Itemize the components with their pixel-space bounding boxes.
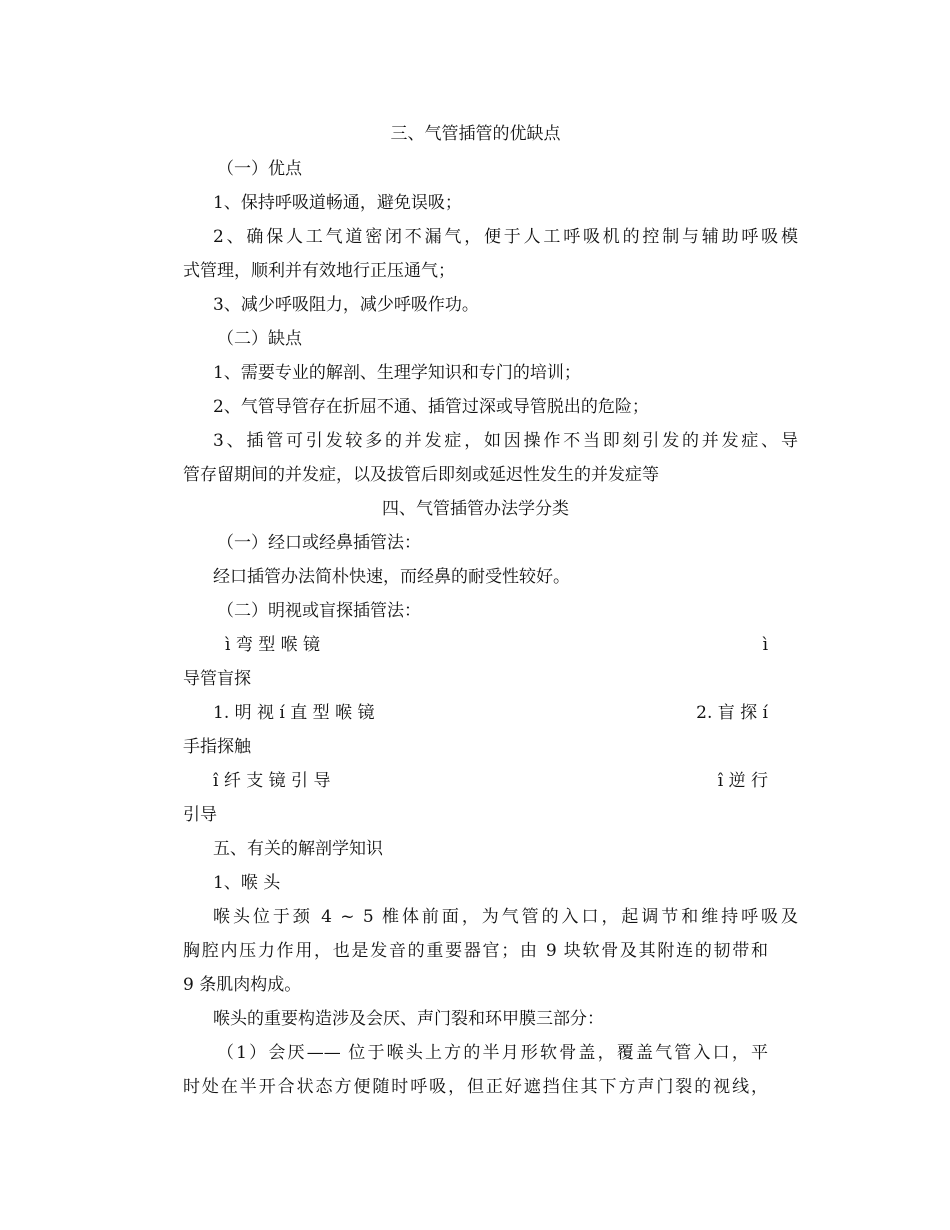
paragraph-continuation: 胸腔内压力作用，也是发音的重要器官；由 9 块软骨及其附连的韧带和 [183,941,768,961]
section-heading-3: 三、气管插管的优缺点 [390,124,561,144]
subheading-advantages: （一）优点 [217,159,302,179]
table-cell: î 纤 支 镜 引 导 [213,771,331,791]
paragraph: 3、插管可引发较多的并发症，如因操作不当即刻引发的并发症、导 [213,431,798,451]
paragraph: 喉头的重要构造涉及会厌、声门裂和环甲膜三部分： [213,1009,604,1029]
subheading: （二）明视或盲探插管法： [217,601,421,621]
paragraph: 1、保持呼吸道畅通，避免误吸； [213,193,462,213]
section-heading-5: 五、有关的解剖学知识 [213,839,383,859]
table-cell: î 逆 行 [717,771,768,791]
paragraph: 经口插管办法简朴快速，而经鼻的耐受性较好。 [213,567,570,587]
section-heading-4: 四、气管插管办法学分类 [382,499,569,519]
table-cell: ì 弯 型 喉 镜 [225,635,321,655]
table-cell: 1. 明 视 í 直 型 喉 镜 [213,703,375,723]
table-row [183,701,768,725]
paragraph: 1、需要专业的解剖、生理学知识和专门的培训； [213,363,581,383]
paragraph-continuation: 时处在半开合状态方便随时呼吸，但正好遮挡住其下方声门裂的视线， [183,1077,768,1097]
table-cell: 2. 盲 探 í [696,703,768,723]
paragraph: 3、减少呼吸阻力，减少呼吸作功。 [213,295,479,315]
table-row [183,633,768,657]
table-row-continuation: 引导 [183,805,217,825]
paragraph: （1）会厌—— 位于喉头上方的半月形软骨盖，覆盖气管入口，平 [217,1043,768,1063]
paragraph: 2、气管导管存在折屈不通、插管过深或导管脱出的危险； [213,397,649,417]
subheading: 1、喉 头 [213,873,281,893]
table-row-continuation: 导管盲探 [183,669,251,689]
paragraph-continuation: 管存留期间的并发症，以及拔管后即刻或延迟性发生的并发症等 [183,465,659,485]
paragraph-continuation: 式管理，顺利并有效地行正压通气； [183,261,455,281]
paragraph: 2、确保人工气道密闭不漏气，便于人工呼吸机的控制与辅助呼吸模 [213,227,798,247]
table-cell: ì [762,635,768,655]
subheading: （一）经口或经鼻插管法： [217,533,421,553]
paragraph: 喉头位于颈 4 ~ 5 椎体前面，为气管的入口，起调节和维持呼吸及 [213,907,798,927]
table-row [183,769,768,793]
table-row-continuation: 手指探触 [183,737,251,757]
paragraph-continuation: 9 条肌肉构成。 [183,975,302,995]
subheading-disadvantages: （二）缺点 [217,329,302,349]
